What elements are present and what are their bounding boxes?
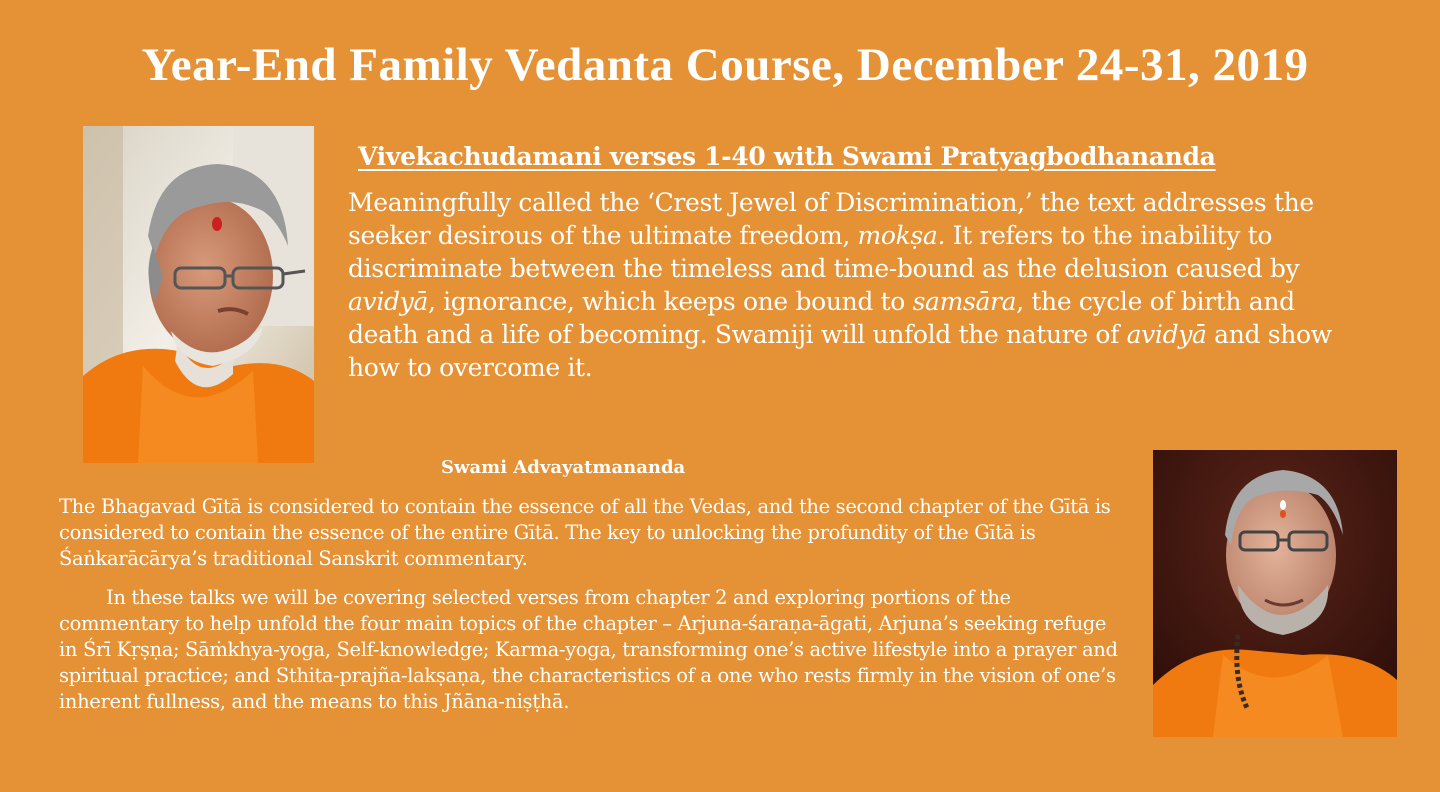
swami-pratyagbodhananda-photo [83,126,314,463]
section1-body: Meaningfully called the ‘Crest Jewel of Discrimination,’ the text addresses the seeker desirous of the ultimate freedom, mokṣa. It refers to the inability to discriminate between the timeless and time-bound as the delusion caused by avidyā, ignorance, which keeps one bound to samsāra, the cycle of birth and death and a life of becoming. Swamiji will unfold the nature of avidyā and show how to overcome it. [348,188,1332,382]
section1-heading: Vivekachudamani verses 1-40 with Swami Pratyagbodhananda [358,142,1216,171]
section2-heading: Swami Advayatmananda [441,457,686,478]
section2-paragraph-1: The Bhagavad Gītā is considered to contain the essence of all the Vedas, and the second chapter of the Gītā is considered to contain the essence of the entire Gītā. The key to unlocking the profundity of the Gītā is Śaṅkarācārya’s traditional Sanskrit commentary. [59,495,1111,570]
section2-paragraph-2: In these talks we will be covering selected verses from chapter 2 and exploring portions of the commentary to help unfold the four main topics of the chapter – Arjuna-śaraṇa-āgati, Arjuna’s seeking refuge in Śrī Kṛṣṇa; Sāṁkhya-yoga, Self-knowledge; Karma-yoga, transforming one’s active lifestyle into a prayer and spiritual practice; and Sthita-prajña-lakṣaṇa, the characteristics of a one who rests firmly in the vision of one’s inherent fullness, and the means to this Jñāna-niṣṭhā. [59,586,1118,713]
swami-advayatmananda-photo [1153,450,1397,737]
section2-body [59,494,1119,715]
page-title: Year-End Family Vedanta Course, December 24-31, 2019 [141,39,1309,91]
